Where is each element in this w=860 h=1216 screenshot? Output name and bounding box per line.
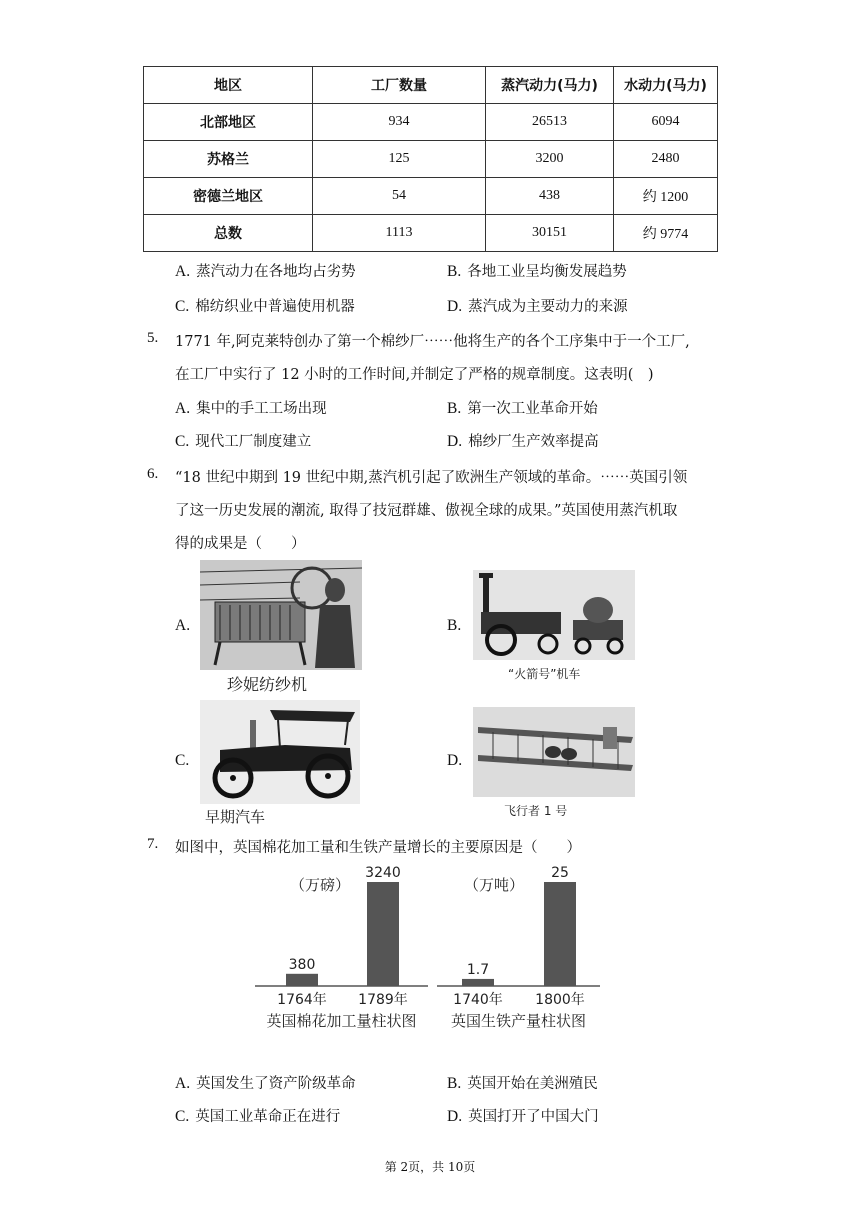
table-row: [144, 178, 718, 215]
flyer-1-illustration: [473, 707, 635, 797]
chart-unit-label: （万磅）: [290, 876, 351, 894]
option-text: 现代工厂制度建立: [195, 434, 312, 450]
option-letter: C.: [175, 1108, 190, 1125]
option-d-letter[interactable]: D.: [447, 752, 463, 769]
rocket-locomotive-image[interactable]: [473, 570, 635, 660]
question-text: 如图中，英国棉花加工量和生铁产量增长的主要原因是（ ）: [175, 840, 581, 856]
table-cell: 6094: [614, 104, 718, 141]
option-letter: A.: [175, 400, 191, 417]
flyer-1-image[interactable]: [473, 707, 635, 797]
option-b[interactable]: [447, 260, 627, 281]
table-cell: 30151: [486, 215, 614, 252]
chart-bar: [544, 882, 576, 986]
option-text: 棉纱厂生产效率提高: [468, 434, 599, 450]
option-b[interactable]: [447, 397, 598, 418]
option-letter: C.: [175, 298, 190, 315]
option-c[interactable]: [175, 1105, 340, 1126]
option-text: 集中的手工工场出现: [196, 401, 327, 417]
table-cell: 26513: [486, 104, 614, 141]
image-caption: 珍妮纺纱机: [227, 675, 308, 694]
table-cell: 苏格兰: [144, 141, 313, 178]
option-text: 英国发生了资产阶级革命: [196, 1076, 356, 1092]
question-number: 7.: [147, 836, 159, 852]
table-row: [144, 104, 718, 141]
option-a[interactable]: [175, 260, 356, 281]
chart-bar: [286, 974, 318, 986]
option-a-letter[interactable]: A.: [175, 617, 191, 634]
table-cell: 北部地区: [144, 104, 313, 141]
option-d[interactable]: [447, 430, 599, 451]
table-cell: 54: [313, 178, 486, 215]
table-cell: 934: [313, 104, 486, 141]
option-c-letter[interactable]: C.: [175, 752, 190, 769]
option-text: 英国工业革命正在进行: [195, 1109, 341, 1125]
table-cell: 约 9774: [614, 215, 718, 252]
table-row: [144, 141, 718, 178]
option-a[interactable]: [175, 397, 327, 418]
question-text: “18 世纪中期到 19 世纪中期,蒸汽机引起了欧洲生产领域的革命。⋯⋯英国引领: [175, 470, 688, 486]
table-cell: 约 1200: [614, 178, 718, 215]
chart-data-label: 25: [551, 865, 569, 881]
chart-category-label: 1764年: [277, 992, 327, 1008]
option-b[interactable]: [447, 1072, 598, 1093]
chart-data-label: 380: [288, 956, 316, 973]
image-caption: 飞行者 1 号: [504, 804, 568, 818]
chart-data-label: 1.7: [466, 961, 490, 978]
table-header: 工厂数量: [313, 67, 486, 104]
option-d[interactable]: [447, 1105, 599, 1126]
cotton-chart: [250, 860, 435, 1035]
table-header: 蒸汽动力(马力): [486, 67, 614, 104]
chart-category-label: 1789年: [358, 992, 408, 1008]
option-letter: B.: [447, 1075, 462, 1092]
rocket-locomotive-illustration: [473, 570, 635, 660]
question-number: 5.: [147, 330, 159, 346]
table-cell: 总数: [144, 215, 313, 252]
option-letter: B.: [447, 263, 462, 280]
early-car-illustration: [200, 700, 360, 804]
chart-title: 英国棉花加工量柱状图: [266, 1012, 417, 1030]
question-text: 得的成果是（ ）: [175, 536, 306, 552]
option-letter: A.: [175, 1075, 191, 1092]
option-text: 蒸汽动力在各地均占劣势: [196, 264, 356, 280]
option-d[interactable]: [447, 295, 628, 316]
page-footer: 第 2页，共 10页: [384, 1160, 476, 1174]
option-text: 各地工业呈均衡发展趋势: [467, 264, 627, 280]
option-b-letter[interactable]: B.: [447, 617, 462, 634]
chart-category-label: 1800年: [535, 992, 585, 1008]
option-a[interactable]: [175, 1072, 356, 1093]
question-number: 6.: [147, 466, 159, 482]
table-row: [144, 215, 718, 252]
image-caption: “火箭号”机车: [508, 667, 581, 681]
question-text: 1771 年,阿克莱特创办了第一个棉纱厂⋯⋯他将生产的各个工序集中于一个工厂,: [175, 334, 690, 350]
question-text: 在工厂中实行了 12 小时的工作时间,并制定了严格的规章制度。这表明( ): [175, 367, 654, 383]
table-cell: 438: [486, 178, 614, 215]
option-text: 蒸汽成为主要动力的来源: [468, 299, 628, 315]
data-table: [143, 66, 718, 252]
option-letter: D.: [447, 433, 463, 450]
option-letter: C.: [175, 433, 190, 450]
chart-category-label: 1740年: [453, 992, 503, 1008]
option-text: 棉纺织业中普遍使用机器: [195, 299, 355, 315]
table-cell: 3200: [486, 141, 614, 178]
chart-bar: [462, 979, 494, 986]
option-text: 英国打开了中国大门: [468, 1109, 599, 1125]
table-header-row: [144, 67, 718, 104]
table-header: 水动力(马力): [614, 67, 718, 104]
option-letter: D.: [447, 298, 463, 315]
option-text: 英国开始在美洲殖民: [467, 1076, 598, 1092]
early-car-image[interactable]: [200, 700, 360, 804]
table-cell: 2480: [614, 141, 718, 178]
table-cell: 125: [313, 141, 486, 178]
table-cell: 1113: [313, 215, 486, 252]
pig-iron-chart: [432, 860, 617, 1035]
option-text: 第一次工业革命开始: [467, 401, 598, 417]
table-header: 地区: [144, 67, 313, 104]
question-text: 了这一历史发展的潮流, 取得了技冠群雄、傲视全球的成果。”英国使用蒸汽机取: [175, 503, 678, 519]
chart-data-label: 3240: [365, 865, 401, 881]
option-c[interactable]: [175, 295, 355, 316]
option-letter: D.: [447, 1108, 463, 1125]
chart-title: 英国生铁产量柱状图: [450, 1012, 587, 1030]
option-c[interactable]: [175, 430, 311, 451]
table-cell: 密德兰地区: [144, 178, 313, 215]
option-letter: A.: [175, 263, 191, 280]
spinning-jenny-illustration: [200, 560, 362, 670]
image-caption: 早期汽车: [205, 808, 266, 826]
chart-unit-label: （万吨）: [464, 876, 525, 894]
spinning-jenny-image[interactable]: [200, 560, 362, 670]
chart-bar: [367, 882, 399, 986]
option-letter: B.: [447, 400, 462, 417]
